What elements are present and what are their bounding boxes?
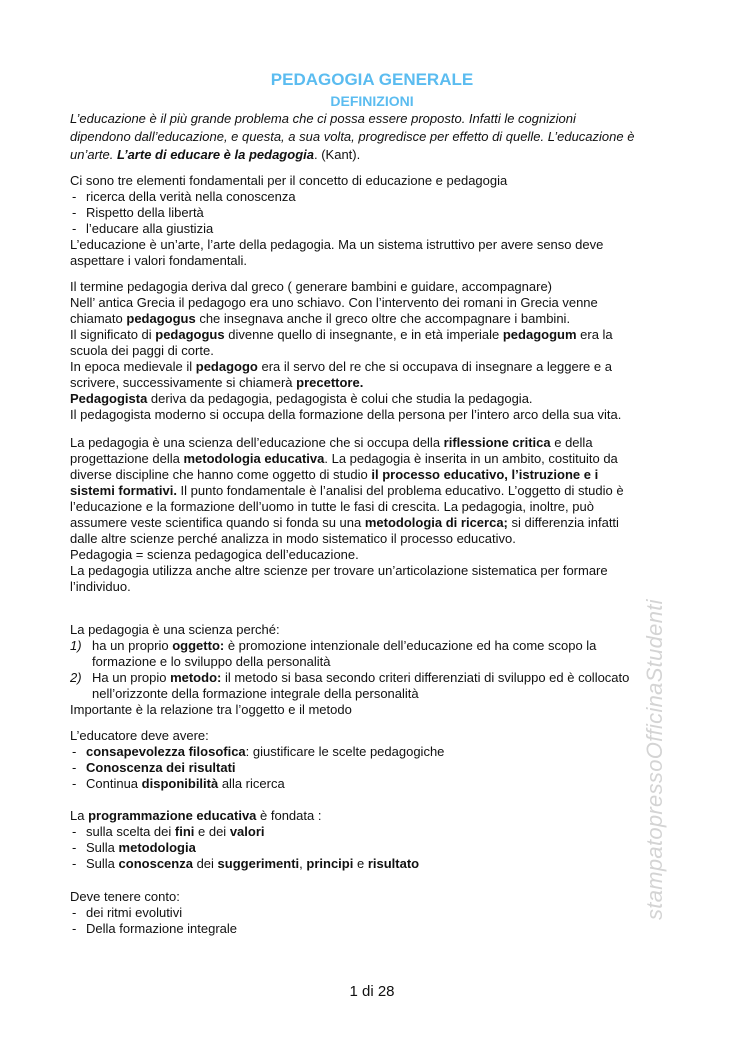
text-run: dei bbox=[192, 856, 218, 871]
line-text bbox=[70, 391, 533, 407]
text-run: Sulla bbox=[86, 856, 119, 871]
text-run: progettazione della bbox=[70, 451, 184, 466]
text-line bbox=[70, 776, 690, 792]
text-line bbox=[70, 146, 690, 164]
line-text bbox=[70, 205, 204, 221]
line-text bbox=[70, 776, 285, 792]
line-text bbox=[70, 638, 596, 654]
line-text bbox=[70, 189, 296, 205]
text-run: aspettare i valori fondamentali. bbox=[70, 253, 248, 268]
line-text bbox=[70, 702, 352, 718]
text-run: il metodo si basa secondo criteri differenziati di sviluppo ed è collocato bbox=[221, 670, 630, 685]
text-run: era il servo del re che si occupava di insegnare a leggere e a bbox=[257, 359, 612, 374]
line-text bbox=[70, 146, 360, 164]
text-line bbox=[70, 435, 690, 451]
line-text bbox=[70, 840, 196, 856]
line-text bbox=[70, 824, 265, 840]
bullet-dash: - bbox=[72, 189, 77, 204]
paragraph bbox=[70, 173, 690, 269]
text-run: nell’orizzonte della formazione integrale della personalità bbox=[92, 686, 419, 701]
bold-text: disponibilità bbox=[141, 776, 219, 791]
bold-text: valori bbox=[229, 824, 265, 839]
line-text bbox=[70, 728, 209, 744]
line-text bbox=[70, 327, 613, 343]
line-text bbox=[70, 435, 593, 451]
text-run: era la bbox=[576, 327, 613, 342]
line-text bbox=[70, 237, 603, 253]
line-text bbox=[70, 343, 214, 359]
line-text bbox=[70, 579, 131, 595]
text-line bbox=[70, 622, 690, 638]
text-line bbox=[70, 744, 690, 760]
text-line bbox=[70, 375, 690, 391]
text-line bbox=[70, 173, 690, 189]
text-line bbox=[70, 728, 690, 744]
line-text bbox=[70, 622, 280, 638]
bold-text: Conoscenza dei risultati bbox=[86, 760, 236, 775]
text-line bbox=[70, 311, 690, 327]
text-line bbox=[70, 638, 690, 654]
text-line bbox=[70, 327, 690, 343]
text-run: alla ricerca bbox=[218, 776, 285, 791]
line-text bbox=[70, 547, 359, 563]
text-run: e dei bbox=[194, 824, 230, 839]
text-run: Rispetto della libertà bbox=[86, 205, 204, 220]
bold-text: consapevolezza filosofica bbox=[86, 744, 246, 759]
text-run: . (Kant). bbox=[313, 147, 361, 162]
text-run: La pedagogia è una scienza dell’educazione che si occupa della bbox=[70, 435, 444, 450]
bold-text: oggetto: bbox=[172, 638, 225, 653]
bold-text: pedagogum bbox=[502, 327, 577, 342]
text-run: Importante è la relazione tra l’oggetto e il metodo bbox=[70, 702, 352, 717]
bold-text: Pedagogista bbox=[70, 391, 148, 406]
list-number: 2) bbox=[70, 670, 82, 685]
document-subtitle: DEFINIZIONI bbox=[330, 93, 414, 109]
text-run: Della formazione integrale bbox=[86, 921, 238, 936]
bullet-dash: - bbox=[72, 921, 77, 936]
watermark: stampatopressoOfficinaStudenti bbox=[642, 599, 667, 920]
text-line bbox=[70, 343, 690, 359]
bullet-dash: - bbox=[72, 776, 77, 791]
text-run: Il termine pedagogia deriva dal greco ( generare bambini e guidare, accompagnare) bbox=[70, 279, 553, 294]
bullet-dash: - bbox=[72, 760, 77, 775]
bold-text: precettore. bbox=[296, 375, 364, 390]
bold-text: pedagogus bbox=[126, 311, 196, 326]
text-line bbox=[70, 451, 690, 467]
text-run: In epoca medievale il bbox=[70, 359, 196, 374]
paragraph bbox=[70, 622, 690, 718]
text-line bbox=[70, 654, 690, 670]
text-line bbox=[70, 467, 690, 483]
text-run: ricerca della verità nella conoscenza bbox=[86, 189, 296, 204]
text-line bbox=[70, 760, 690, 776]
line-text bbox=[70, 531, 516, 547]
line-text bbox=[70, 499, 594, 515]
text-line bbox=[70, 483, 690, 499]
text-line bbox=[70, 808, 690, 824]
text-run: si differenzia infatti bbox=[507, 515, 619, 530]
line-text bbox=[70, 375, 363, 391]
bold-text: risultato bbox=[367, 856, 420, 871]
text-run: Il punto fondamentale è l’analisi del problema educativo. L’oggetto di studio è bbox=[176, 483, 624, 498]
text-run: e bbox=[353, 856, 368, 871]
line-text bbox=[70, 451, 618, 467]
text-run: . La pedagogia è inserita in un ambito, costituito da bbox=[324, 451, 618, 466]
text-line bbox=[70, 824, 690, 840]
line-text bbox=[70, 654, 330, 670]
bold-text: il processo educativo, l’istruzione e i bbox=[371, 467, 599, 482]
bullet-dash: - bbox=[72, 744, 77, 759]
text-run: dipendono dall’educazione, e questa, a sua volta, progredisce per effetto di quelle. L’educazione è bbox=[70, 129, 635, 144]
document-title: PEDAGOGIA GENERALE bbox=[270, 70, 474, 89]
bullet-dash: - bbox=[72, 205, 77, 220]
text-run: Pedagogia = scienza pedagogica dell’educazione. bbox=[70, 547, 359, 562]
bold-text: metodologia di ricerca; bbox=[364, 515, 508, 530]
line-text bbox=[70, 670, 629, 686]
bold-text: conoscenza bbox=[118, 856, 193, 871]
page-number: 1 di 28 bbox=[349, 983, 395, 1000]
line-text bbox=[70, 921, 237, 937]
bullet-dash: - bbox=[72, 856, 77, 871]
text-run: La pedagogia è una scienza perché: bbox=[70, 622, 280, 637]
text-run: è fondata : bbox=[256, 808, 322, 823]
text-run: Il pedagogista moderno si occupa della formazione della persona per l’intero arco della sua vita. bbox=[70, 407, 622, 422]
bold-text: suggerimenti bbox=[217, 856, 300, 871]
bold-text: pedagogus bbox=[155, 327, 225, 342]
text-run: La bbox=[70, 808, 89, 823]
line-text bbox=[70, 279, 552, 295]
text-run: che insegnava anche il greco oltre che accompagnare i bambini. bbox=[195, 311, 571, 326]
bullet-dash: - bbox=[72, 221, 77, 236]
text-run: L’educatore deve avere: bbox=[70, 728, 209, 743]
text-run: sulla scelta dei bbox=[86, 824, 175, 839]
line-text bbox=[70, 253, 247, 269]
text-run: L’educazione è un’arte, l’arte della pedagogia. Ma un sistema istruttivo per avere senso deve bbox=[70, 237, 604, 252]
paragraph bbox=[70, 435, 690, 595]
text-line bbox=[70, 499, 690, 515]
text-line bbox=[70, 110, 690, 128]
text-line bbox=[70, 921, 690, 937]
text-run: Continua bbox=[86, 776, 142, 791]
line-text bbox=[70, 563, 608, 579]
text-run: l’individuo. bbox=[70, 579, 131, 594]
text-line bbox=[70, 237, 690, 253]
text-run: Deve tenere conto: bbox=[70, 889, 180, 904]
text-line bbox=[70, 531, 690, 547]
line-text bbox=[70, 905, 182, 921]
text-line bbox=[70, 279, 690, 295]
text-line bbox=[70, 856, 690, 872]
bold-text: L’arte di educare è la pedagogia bbox=[116, 147, 314, 162]
text-run: dei ritmi evolutivi bbox=[86, 905, 183, 920]
line-text bbox=[70, 744, 444, 760]
text-run: scuola dei paggi di corte. bbox=[70, 343, 214, 358]
text-line bbox=[70, 189, 690, 205]
text-line bbox=[70, 563, 690, 579]
text-line bbox=[70, 221, 690, 237]
text-line bbox=[70, 840, 690, 856]
text-run: Ci sono tre elementi fondamentali per il concetto di educazione e pedagogia bbox=[70, 173, 508, 188]
bullet-dash: - bbox=[72, 905, 77, 920]
text-line bbox=[70, 128, 690, 146]
text-line bbox=[70, 295, 690, 311]
paragraph bbox=[70, 889, 690, 937]
line-text bbox=[70, 808, 321, 824]
text-line bbox=[70, 702, 690, 718]
text-line bbox=[70, 670, 690, 686]
bold-text: metodologia bbox=[118, 840, 196, 855]
bold-text: fini bbox=[174, 824, 195, 839]
line-text bbox=[70, 686, 419, 702]
bold-text: sistemi formativi. bbox=[70, 483, 177, 498]
text-line bbox=[70, 407, 690, 423]
text-run: l’educare alla giustizia bbox=[86, 221, 214, 236]
line-text bbox=[70, 889, 180, 905]
text-run: , bbox=[299, 856, 307, 871]
line-text bbox=[70, 295, 598, 311]
line-text bbox=[70, 515, 619, 531]
text-line bbox=[70, 547, 690, 563]
bold-text: riflessione critica bbox=[443, 435, 551, 450]
bold-text: pedagogo bbox=[195, 359, 258, 374]
list-number: 1) bbox=[70, 638, 82, 653]
line-text bbox=[70, 760, 236, 776]
line-text bbox=[70, 407, 621, 423]
text-run: ha un proprio bbox=[92, 638, 173, 653]
text-line bbox=[70, 515, 690, 531]
text-line bbox=[70, 905, 690, 921]
text-run: La pedagogia utilizza anche altre scienze per trovare un’articolazione sistematica per formare bbox=[70, 563, 608, 578]
paragraph bbox=[70, 728, 690, 792]
text-run: è promozione intenzionale dell’educazione ed ha come scopo la bbox=[224, 638, 597, 653]
bold-text: programmazione educativa bbox=[88, 808, 257, 823]
text-run: Nell’ antica Grecia il pedagogo era uno schiavo. Con l’intervento dei romani in Grecia venne bbox=[70, 295, 598, 310]
text-run: chiamato bbox=[70, 311, 127, 326]
text-run: diverse discipline che hanno come oggetto di studio bbox=[70, 467, 372, 482]
line-text bbox=[70, 483, 624, 499]
line-text bbox=[70, 173, 507, 189]
text-line bbox=[70, 205, 690, 221]
text-line bbox=[70, 686, 690, 702]
paragraph bbox=[70, 110, 690, 164]
paragraph bbox=[70, 279, 690, 423]
line-text bbox=[70, 856, 419, 872]
text-run: formazione e lo sviluppo della personalità bbox=[92, 654, 331, 669]
text-run: deriva da pedagogia, pedagogista è colui che studia la pedagogia. bbox=[147, 391, 533, 406]
line-text bbox=[70, 110, 576, 128]
text-run: l’educazione e la formazione dell’uomo in tutte le fasi di crescita. La pedagogia, inoltre, può bbox=[70, 499, 594, 514]
line-text bbox=[70, 221, 213, 237]
line-text bbox=[70, 311, 570, 327]
text-run: e della bbox=[550, 435, 593, 450]
text-line bbox=[70, 253, 690, 269]
text-line bbox=[70, 391, 690, 407]
text-run: Ha un propio bbox=[92, 670, 171, 685]
bold-text: principi bbox=[306, 856, 354, 871]
paragraph bbox=[70, 808, 690, 872]
text-run: dalle altre scienze perché analizza in modo sistematico il processo educativo. bbox=[70, 531, 516, 546]
text-run: assumere veste scientifica quando si fonda su una bbox=[70, 515, 365, 530]
text-run: scrivere, successivamente si chiamerà bbox=[70, 375, 297, 390]
bold-text: metodologia educativa bbox=[183, 451, 325, 466]
text-run: divenne quello di insegnante, e in età imperiale bbox=[224, 327, 503, 342]
text-run: Sulla bbox=[86, 840, 119, 855]
bullet-dash: - bbox=[72, 840, 77, 855]
bold-text: metodo: bbox=[170, 670, 222, 685]
line-text bbox=[70, 128, 634, 146]
text-run: : giustificare le scelte pedagogiche bbox=[245, 744, 445, 759]
text-run: un’arte. bbox=[70, 147, 117, 162]
text-line bbox=[70, 579, 690, 595]
text-run: Il significato di bbox=[70, 327, 156, 342]
line-text bbox=[70, 359, 612, 375]
bullet-dash: - bbox=[72, 824, 77, 839]
text-run: L’educazione è il più grande problema che ci possa essere proposto. Infatti le cognizioni bbox=[70, 111, 576, 126]
text-line bbox=[70, 359, 690, 375]
text-line bbox=[70, 889, 690, 905]
line-text bbox=[70, 467, 598, 483]
